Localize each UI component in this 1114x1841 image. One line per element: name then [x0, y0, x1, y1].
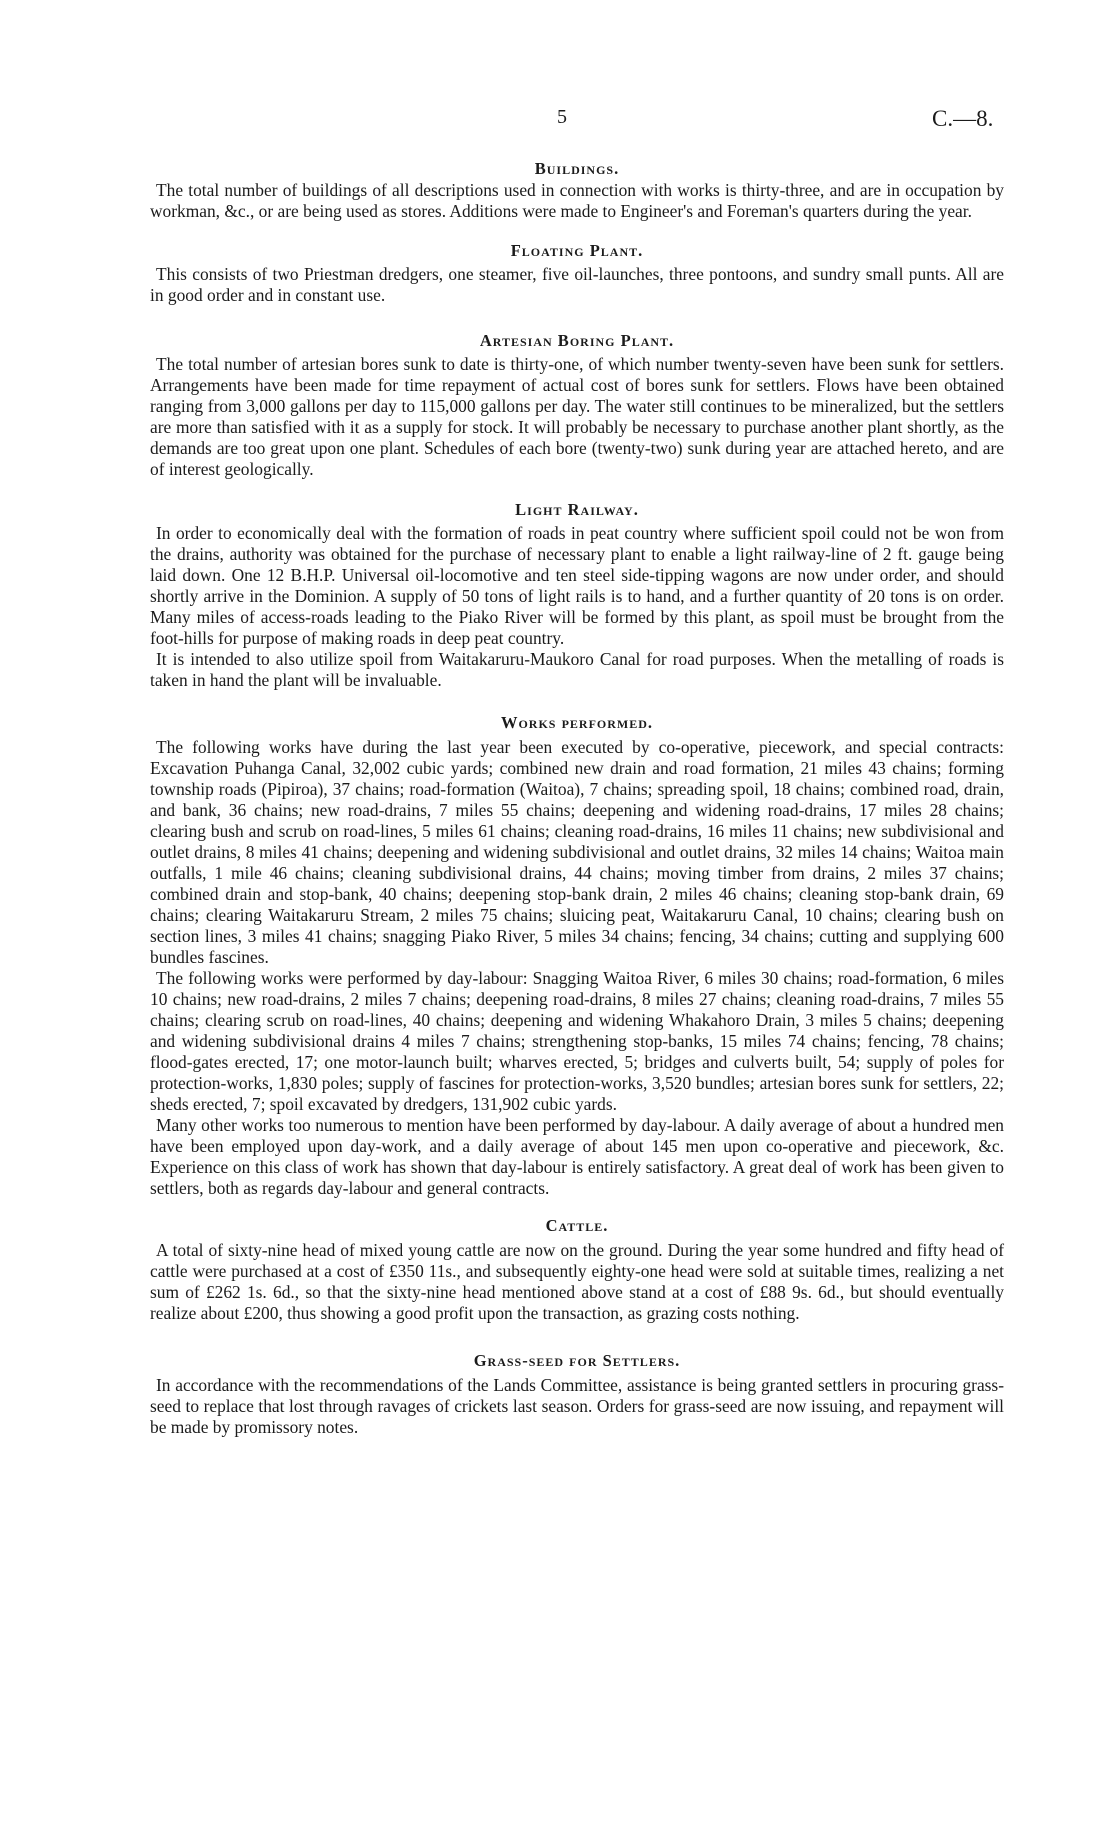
paragraph-light-railway-1: In order to economically deal with the formation of roads in peat country where sufficient spoil could not be won from the drains, authority was obtained for the purchase of necessary plant to enable a light railway-line of 2 ft. gauge being laid down. One 12 B.H.P. Universal oil-locomotive and ten steel side-tipping wagons are now under order, and should shortly arrive in the Dominion. A supply of 50 tons of light rails is to hand, and a further quantity of 20 tons is on order. Many miles of access-roads leading to the Piako River will be formed by this plant, as spoil must be brought from the foot-hills for purpose of making roads in deep peat country.	[150, 523, 1004, 648]
heading-floating-plant: Floating Plant.	[510, 241, 644, 260]
paragraph-artesian-boring-plant: The total number of artesian bores sunk to date is thirty-one, of which number twenty-seven have been sunk for settlers. Arrangements have been made for time repayment of actual cost of bores sunk for settlers. Flows have been obtained ranging from 3,000 gallons per day to 115,000 gallons per day. The water still continues to be mineralized, but the settlers are more than satisfied with it as a supply for stock. It will probably be necessary to purchase another plant shortly, as the demands are too great upon one plant. Schedules of each bore (twenty-two) sunk during year are attached hereto, and are of interest geologically.	[150, 354, 1004, 479]
heading-cattle: Cattle.	[545, 1216, 609, 1235]
heading-buildings: Buildings.	[534, 159, 620, 178]
heading-grass-seed: Grass-seed for Settlers.	[473, 1351, 681, 1370]
document-reference: C.—8.	[932, 106, 994, 131]
paragraph-works-contracts: The following works have during the last year been executed by co-operative, piecework, and special contracts: Excavation Puhanga Canal, 32,002 cubic yards; combined new drain and road formation, 21 miles 43 chains; forming township roads (Pipiroa), 37 chains; road-formation (Waitoa), 7 chains; spreading spoil, 18 chains; combined road, drain, and bank, 36 chains; new road-drains, 7 miles 55 chains; deepening and widening road-drains, 17 miles 28 chains; clearing bush and scrub on road-lines, 5 miles 61 chains; cleaning road-drains, 16 miles 11 chains; new subdivisional and outlet drains, 8 miles 41 chains; deepening and widening subdivisional and outlet drains, 32 miles 14 chains; Waitoa main outfalls, 1 mile 46 chains; cleaning subdivisional drains, 44 chains; moving timber from drains, 2 miles 37 chains; combined drain and stop-bank, 40 chains; deepening stop-bank drain, 2 miles 46 chains; cleaning stop-bank drain, 69 chains; clearing Waitakaruru Stream, 2 miles 75 chains; sluicing peat, Waitakaruru Canal, 10 chains; clearing bush on section lines, 3 miles 41 chains; snagging Piako River, 5 miles 34 chains; fencing, 34 chains; cutting and supplying 600 bundles fascines.	[150, 737, 1004, 967]
paragraph-floating-plant: This consists of two Priestman dredgers, one steamer, five oil-launches, three pontoons, and sundry small punts. All are in good order and in constant use.	[150, 264, 1004, 305]
paragraph-buildings: The total number of buildings of all descriptions used in connection with works is thirty-three, and are in occupation by workman, &c., or are being used as stores. Additions were made to Engineer's and Foreman's quarters during the year.	[150, 180, 1004, 221]
paragraph-works-other: Many other works too numerous to mention have been performed by day-labour. A daily average of about a hundred men have been employed upon day-work, and a daily average of about 145 men upon co-operative and piecework, &c. Experience on this class of work has shown that day-labour is entirely satisfactory. A great deal of work has been given to settlers, both as regards day-labour and general contracts.	[150, 1115, 1004, 1198]
page-number: 5	[557, 106, 567, 128]
paragraph-light-railway-2: It is intended to also utilize spoil from Waitakaruru-Maukoro Canal for road purposes. When the metalling of roads is taken in hand the plant will be invaluable.	[150, 649, 1004, 690]
page-body	[150, 158, 1004, 1438]
heading-works-performed: Works performed.	[500, 713, 654, 732]
paragraph-works-day-labour: The following works were performed by day-labour: Snagging Waitoa River, 6 miles 30 chains; road-formation, 6 miles 10 chains; new road-drains, 2 miles 7 chains; deepening road-drains, 8 miles 27 chains; cleaning road-drains, 7 miles 55 chains; clearing scrub on road-lines, 40 chains; deepening and widening Whakahoro Drain, 3 miles 5 chains; deepening and widening subdivisional drains 4 miles 7 chains; strengthening stop-banks, 15 miles 74 chains; fencing, 78 chains; flood-gates erected, 17; one motor-launch built; wharves erected, 5; bridges and culverts built, 54; supply of poles for protection-works, 1,830 poles; supply of fascines for protection-works, 3,520 bundles; artesian bores sunk for settlers, 22; sheds erected, 7; spoil excavated by dredgers, 131,902 cubic yards.	[150, 968, 1004, 1114]
heading-light-railway: Light Railway.	[515, 500, 639, 519]
heading-artesian-boring-plant: Artesian Boring Plant.	[479, 331, 675, 350]
paragraph-cattle: A total of sixty-nine head of mixed young cattle are now on the ground. During the year some hundred and fifty head of cattle were purchased at a cost of £350 11s., and subsequently eighty-one head were sold at suitable times, realizing a net sum of £262 1s. 6d., so that the sixty-nine head mentioned above stand at a cost of £88 9s. 6d., but should eventually realize about £200, thus showing a good profit upon the transaction, as grazing costs nothing.	[150, 1240, 1004, 1323]
paragraph-grass-seed: In accordance with the recommendations of the Lands Committee, assistance is being granted settlers in procuring grass-seed to replace that lost through ravages of crickets last season. Orders for grass-seed are now issuing, and repayment will be made by promissory notes.	[150, 1375, 1004, 1437]
